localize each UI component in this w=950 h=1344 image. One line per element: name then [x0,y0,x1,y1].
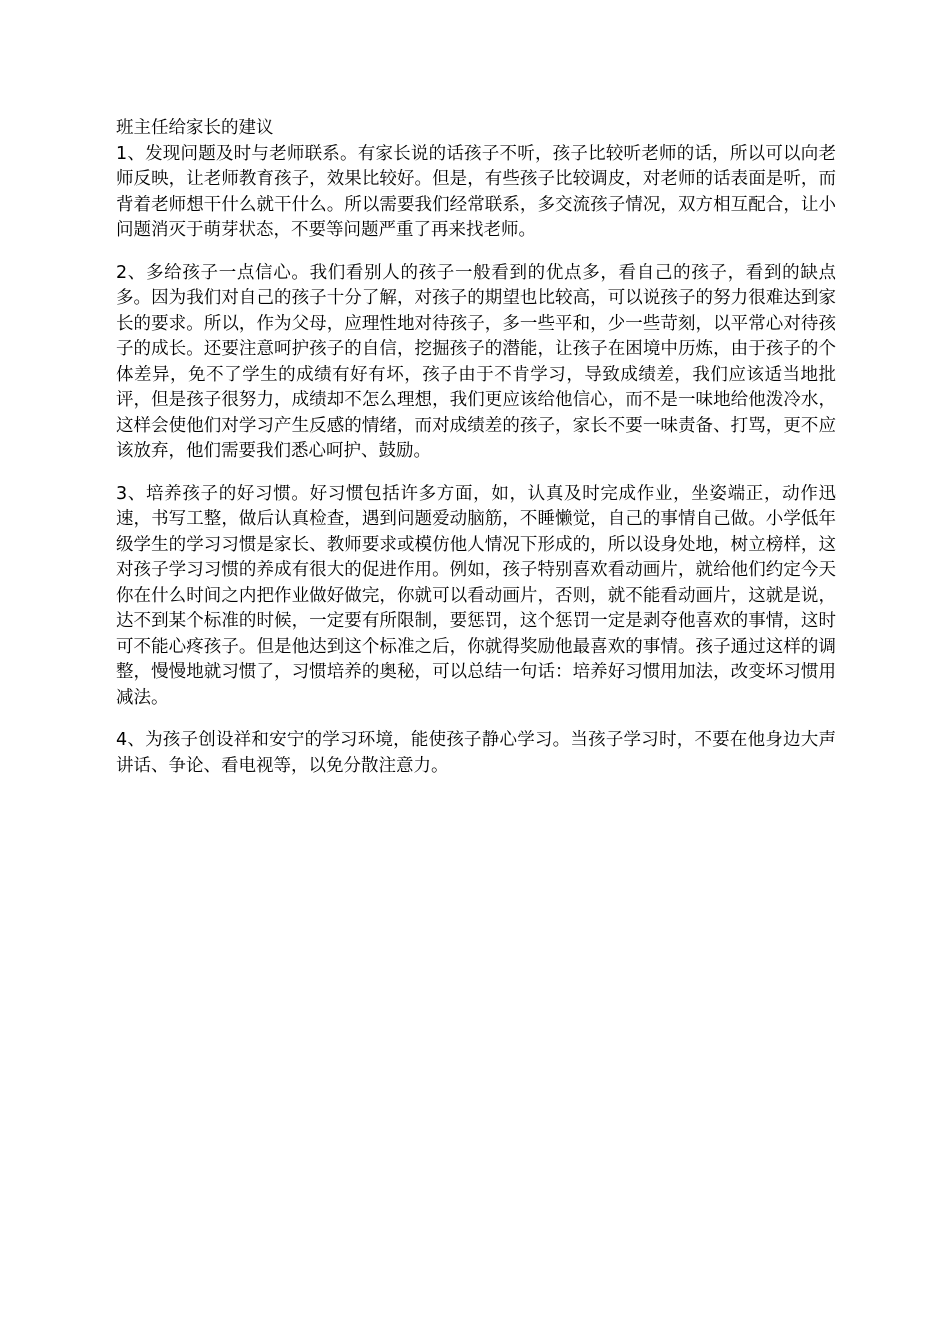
paragraph-3: 3、培养孩子的好习惯。好习惯包括许多方面，如，认真及时完成作业，坐姿端正，动作迅速，书写工整，做后认真检查，遇到问题爱动脑筋，不睡懒觉，自己的事情自己做。小学低年级学生的学习习惯是家长、教师要求或模仿他人情况下形成的，所以设身处地，树立榜样，这对孩子学习习惯的养成有很大的促进作用。例如，孩子特别喜欢看动画片，就给他们约定今天你在什么时间之内把作业做好做完，你就可以看动画片，否则，就不能看动画片，这就是说，达不到某个标准的时候，一定要有所限制，要惩罚，这个惩罚一定是剥夺他喜欢的事情，这时可不能心疼孩子。但是他达到这个标准之后，你就得奖励他最喜欢的事情。孩子通过这样的调整，慢慢地就习惯了，习惯培养的奥秘，可以总结一句话：培养好习惯用加法，改变坏习惯用减法。 [116,483,836,708]
document-page [116,116,836,779]
paragraph-4: 4、为孩子创设祥和安宁的学习环境，能使孩子静心学习。当孩子学习时，不要在他身边大声讲话、争论、看电视等，以免分散注意力。 [116,730,836,776]
paragraph-2: 2、多给孩子一点信心。我们看别人的孩子一般看到的优点多，看自己的孩子，看到的缺点多。因为我们对自己的孩子十分了解，对孩子的期望也比较高，可以说孩子的努力很难达到家长的要求。所以，作为父母，应理性地对待孩子，多一些平和，少一些苛刻，以平常心对待孩子的成长。还要注意呵护孩子的自信，挖掘孩子的潜能，让孩子在困境中历炼，由于孩子的个体差异，免不了学生的成绩有好有坏，孩子由于不肯学习，导致成绩差，我们应该适当地批评，但是孩子很努力，成绩却不怎么理想，我们更应该给他信心，而不是一味地给他泼冷水，这样会使他们对学习产生反感的情绪，而对成绩差的孩子，家长不要一味责备、打骂，更不应该放弃，他们需要我们悉心呵护、鼓励。 [116,262,836,461]
document-title: 班主任给家长的建议 [116,118,274,138]
paragraph-1: 1、发现问题及时与老师联系。有家长说的话孩子不听，孩子比较听老师的话，所以可以向老师反映，让老师教育孩子，效果比较好。但是，有些孩子比较调皮，对老师的话表面是听，而背着老师想干什么就干什么。所以需要我们经常联系，多交流孩子情况，双方相互配合，让小问题消灭于萌芽状态，不要等问题严重了再来找老师。 [116,143,836,240]
